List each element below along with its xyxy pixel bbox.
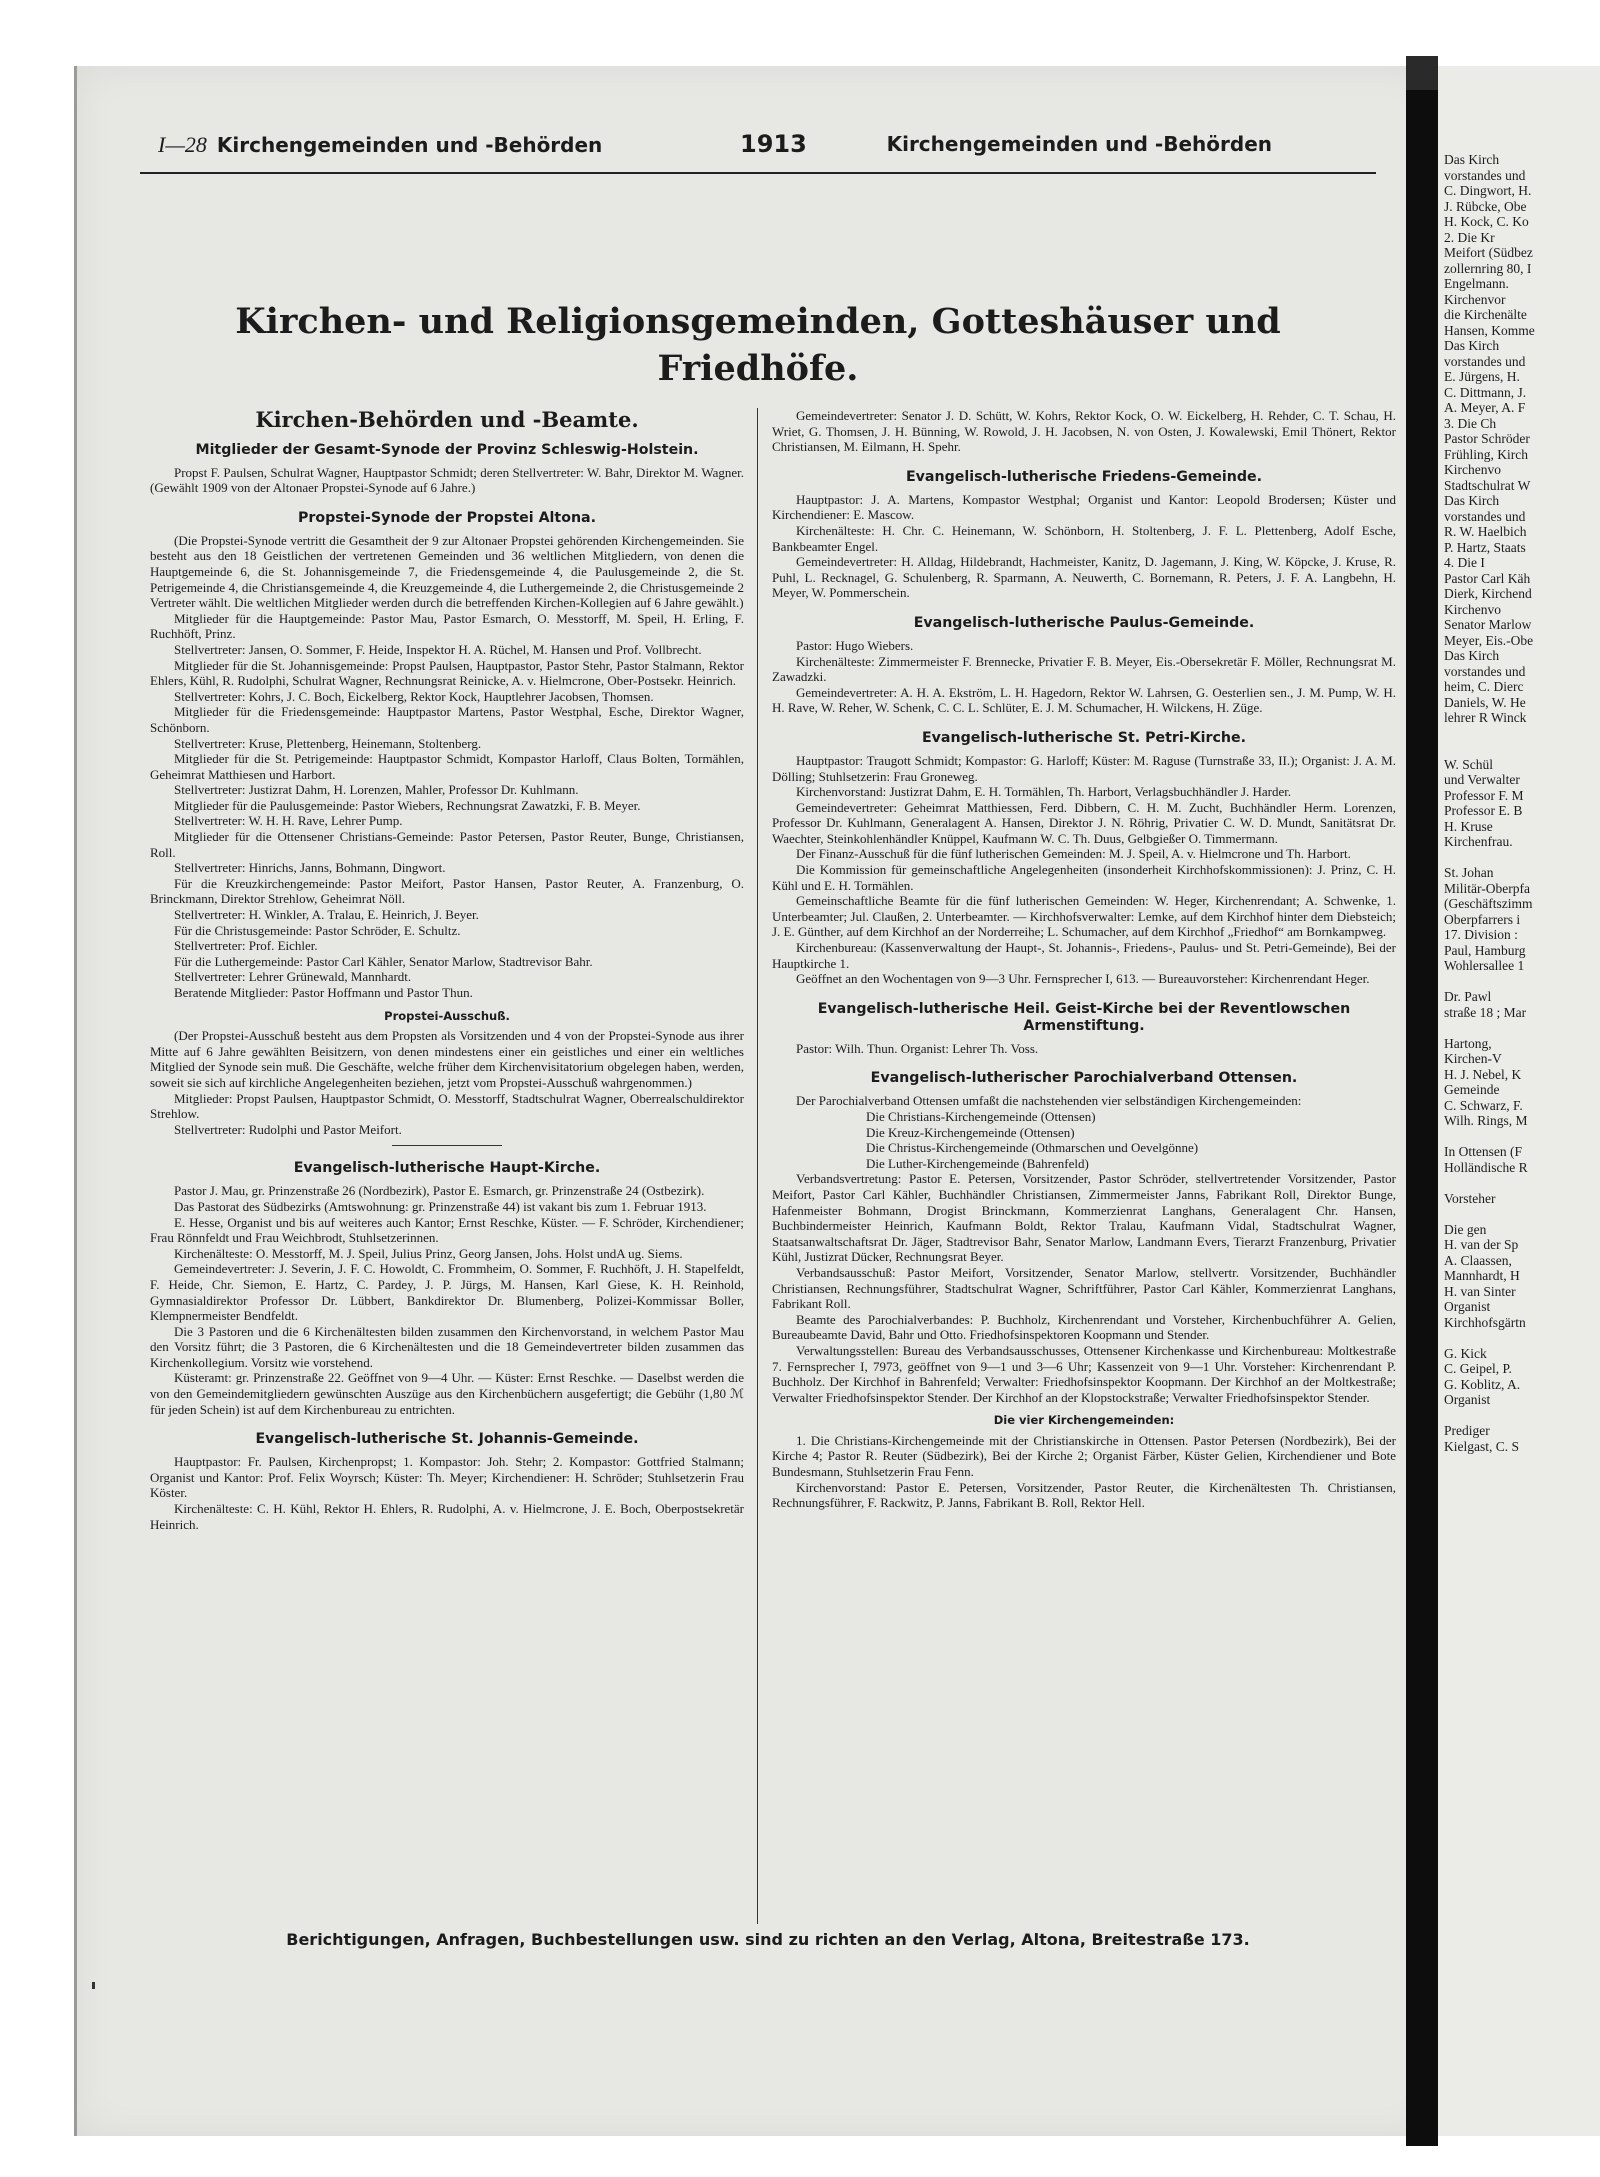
paragraph: Stellvertreter: Rudolphi und Pastor Meifort. [174,1121,402,1137]
fragment-line: Dierk, Kirchend [1444,586,1532,601]
paragraph: Küsteramt: gr. Prinzenstraße 22. Geöffnet von 9—4 Uhr. — Küster: Ernst Reschke. — Daselbst werden die von den Gemeindemitgliedern gewünschten Auszüge aus den Kirchenbüchern ausgefertigt; die Gebühr (1,80 ℳ für jeden Schein) ist auf dem Kirchenbureau zu entrichten. [150,1370,744,1417]
paragraph: Beratende Mitglieder: Pastor Hoffmann und Pastor Thun. [174,985,473,1000]
list-item: Die Christians-Kirchengemeinde (Ottensen) [866,1109,1096,1124]
paragraph: Kirchenälteste: Zimmermeister F. Brennecke, Privatier F. B. Meyer, Eis.-Obersekretär F. Möller, Rechnungsrat M. Zawadzki. [772,653,1396,685]
paragraph: 1. Die Christians-Kirchengemeinde mit der Christianskirche in Ottensen. Pastor Petersen (Nordbezirk), Bei der Kirche 4; Pastor R. Reuter (Südbezirk), Bei der Kirche 2; Organist Färber, Küster Gelien, Kirchendiener und Bote Bundesmann, Stuhlsetzerin Frau Fenn. [772,1432,1396,1480]
fragment-line [1444,1206,1535,1222]
fragment-line: Vorsteher [1444,1190,1496,1206]
paragraph: Der Finanz-Ausschuß für die fünf lutherischen Gemeinden: M. J. Speil, A. v. Hielmcrone und Th. Harbort. [796,846,1351,862]
paragraph: Pastor J. Mau, gr. Prinzenstraße 26 (Nordbezirk), Pastor E. Esmarch, gr. Prinzenstraße 24 (Ostbezirk). [174,1183,705,1199]
fragment-line: G. Koblitz, A. [1444,1376,1521,1392]
list-item: Die Kreuz-Kirchengemeinde (Ottensen) [866,1124,1075,1140]
paragraph: Die 3 Pastoren und die 6 Kirchenältesten bilden zusammen den Kirchenvorstand, in welchem Pastor Mau den Vorsitz führt; die 3 Pastoren, die 6 Kirchenältesten und die 18 Gemeindevertreter bilden zusammen das Kirchenkollegium. Vorsitz wie vorstehend. [150,1323,744,1370]
paragraph: Mitglieder für die St. Petrigemeinde: Hauptpastor Schmidt, Kompastor Harloff, Claus Bolten, Tormählen, Geheimrat Matthiesen und Harbort. [150,751,744,782]
fragment-line: Das Kirch [1444,338,1500,353]
fragment-line: 17. Division : [1444,927,1518,942]
paragraph: Mitglieder: Propst Paulsen, Hauptpastor Schmidt, O. Messtorff, Stadtschulrat Wagner, Oberrealschuldirektor Strehlow. [150,1090,744,1122]
fragment-line: 4. Die I [1444,555,1485,570]
fragment-line: H. Kruse [1444,818,1493,834]
fragment-line: Militär-Oberpfa [1444,880,1530,896]
fragment-line: Frühling, Kirch [1444,446,1528,462]
fragment-line: Pastor Schröder [1444,431,1530,446]
fragment-line: Wohlersallee 1 [1444,958,1525,973]
fragment-line: Wilh. Rings, M [1444,1113,1528,1128]
gutter-notch [1406,56,1438,90]
paragraph: Das Pastorat des Südbezirks (Amtswohnung: gr. Prinzenstraße 44) ist vakant bis zum 1. Februar 1913. [174,1198,707,1214]
paragraph: Mitglieder für die Ottensener Christians-Gemeinde: Pastor Petersen, Pastor Reuter, Bunge, Christiansen, Roll. [150,829,744,860]
paragraph: Kirchenbureau: (Kassenverwaltung der Haupt-, St. Johannis-, Friedens-, Paulus- und St. Petri-Gemeinde), Bei der Hauptkirche 1. [772,940,1396,971]
fragment-line: Mannhardt, H [1444,1268,1520,1283]
fragment-line: Kirchenfrau. [1444,834,1513,849]
section-divider [392,1145,502,1146]
fragment-line: vorstandes und [1444,663,1526,679]
paragraph: Kirchenälteste: C. H. Kühl, Rektor H. Ehlers, R. Rudolphi, A. v. Hielmcrone, J. E. Boch, Oberpostsekretär Heinrich. [150,1501,744,1532]
fragment-line [1444,850,1535,866]
fragment-line: A. Meyer, A. F [1444,400,1526,415]
fragment-line: Organist [1444,1299,1491,1314]
section-heading: Propstei-Synode der Propstei Altona. [297,509,597,526]
paragraph: Verwaltungsstellen: Bureau des Verbandsausschusses, Ottensener Kirchenkasse und Kirchenbureau: Moltkestraße 7. Fernsprecher I, 7973, geöffnet von 9—1 und 3—6 Uhr; Kassenzeit von 9—1 Uhr. Vorsteher: Kirchenrendant P. Buchholz. Der Kirchhof in Bahrenfeld; Verwalter: Friedhofsinspektor Koopmann. Der Kirchhof an der Moltkestraße; Verwalter Friedhofsinspektor Stender. Der Kirchhof an der Klopstockstraße; Verwalter Friedhofsinspektor Stender. [772,1342,1396,1405]
fragment-line: Daniels, W. He [1444,694,1526,710]
paragraph: Für die Luthergemeinde: Pastor Carl Kähler, Senator Marlow, Stadtrevisor Bahr. [174,953,593,969]
fragment-line: Holländische R [1444,1159,1528,1175]
next-page-lines [1444,152,1535,1454]
fragment-line: Hansen, Komme [1444,322,1535,338]
fragment-line: Paul, Hamburg [1444,942,1526,958]
list-item: Die Christus-Kirchengemeinde (Othmarschen und Oevelgönne) [866,1140,1199,1156]
fragment-line: St. Johan [1444,865,1494,880]
fragment-line: und Verwalter [1444,772,1520,787]
scan-speck [92,1982,95,1989]
paragraph: E. Hesse, Organist und bis auf weiteres auch Kantor; Ernst Reschke, Küster. — F. Schröder, Kirchendiener; Frau Rönnfeldt und Frau Weichbrodt, Stuhlsetzerinnen. [150,1214,744,1246]
fragment-line: Stadtschulrat W [1444,477,1531,493]
paragraph: Der Parochialverband Ottensen umfaßt die nachstehenden vier selbständigen Kirchengemeinden: [796,1093,1302,1109]
header-year: 1913 [740,130,807,158]
fragment-line: C. Dittmann, J. [1444,384,1527,400]
paragraph: Gemeinschaftliche Beamte für die fünf lutherischen Gemeinden: W. Heger, Kirchenrendant; A. Schwenke, 1. Unterbeamter; Jul. Claußen, 2. Unterbeamter. — Kirchhofsverwalter: Lemke, auf dem Kirchhof hinter dem Diebsteich; J. E. Günther, auf dem Kirchhof an der Norderreihe; L. Schumacher, auf dem Kirchhof „Friedhof“ am Bornkampweg. [772,893,1396,940]
paragraph: Mitglieder für die Paulusgemeinde: Pastor Wiebers, Rechnungsrat Zawatzki, F. B. Meyer. [174,797,641,813]
section-heading: Evangelisch-lutherischer Parochialverband Ottensen. [870,1070,1298,1087]
fragment-line: Kirchenvor [1444,291,1506,307]
page-number: I—28 [158,132,207,157]
paragraph: Kirchenvorstand: Pastor E. Petersen, Vorsitzender, Pastor Reuter, die Kirchenältesten Th. Christiansen, Rechnungsführer, F. Rackwitz, P. Janns, Fabrikant B. Roll, Rektor Hell. [772,1479,1396,1511]
fragment-line [1444,974,1535,990]
fragment-line: Gemeinde [1444,1082,1500,1097]
header-left [158,132,602,158]
fragment-line: Senator Marlow [1444,617,1532,632]
fragment-line: straße 18 ; Mar [1444,1004,1527,1020]
fragment-line: G. Kick [1444,1345,1487,1361]
fragment-line: Kirchen-V [1444,1051,1502,1066]
fragment-line: Kirchenvo [1444,601,1501,617]
paragraph: Stellvertreter: Lehrer Grünewald, Mannhardt. [174,969,412,985]
fragment-line: C. Dingwort, H. [1444,183,1532,198]
fragment-line: Meifort (Südbez [1444,245,1533,260]
paragraph: Hauptpastor: J. A. Martens, Kompastor Westphal; Organist und Kantor: Leopold Brodersen; Küster und Kirchendiener: E. Mascow. [772,491,1396,523]
main-title: Kirchen- und Religionsgemeinden, Gotteshäuser und Friedhöfe. [235,301,1281,389]
fragment-line: zollernring 80, I [1444,260,1532,276]
paragraph: (Der Propstei-Ausschuß besteht aus dem Propsten als Vorsitzenden und 4 von der Propstei-Synode aus ihrer Mitte auf 6 Jahre gewählten Beisitzern, von denen mindestens einer ein geistliches und einer ein weltliches Mitglied der Synode sein muß. Die Geschäfte, welche früher dem Kirchenvisitatorium obgelegen haben, werden, soweit sie sich auf kirchliche Angelegenheiten beziehen, jetzt vom Propstei-Ausschuß wahrgenommen.) [150,1028,744,1090]
paragraph: Stellvertreter: Justizrat Dahm, H. Lorenzen, Mahler, Professor Dr. Kuhlmann. [174,782,579,798]
fragment-line: Prediger [1444,1423,1490,1438]
paragraph: Stellvertreter: Hinrichs, Janns, Bohmann, Dingwort. [174,860,446,876]
section-heading: Evangelisch-lutherische Paulus-Gemeinde. [913,614,1255,631]
fragment-line: Das Kirch [1444,648,1500,663]
section-heading: Mitglieder der Gesamt-Synode der Provinz Schleswig-Holstein. [195,441,699,458]
paragraph: Stellvertreter: H. Winkler, A. Tralau, E. Heinrich, J. Beyer. [174,907,479,923]
paragraph: Pastor: Hugo Wiebers. [796,637,914,653]
fragment-line: 2. Die Kr [1444,229,1495,245]
header-left-title: Kirchengemeinden und -Behörden [216,133,603,157]
subsection-heading: Die vier Kirchengemeinden: [993,1413,1175,1428]
next-page-fragment [1438,66,1600,2136]
paragraph: (Die Propstei-Synode vertritt die Gesamtheit der 9 zur Altonaer Propstei gehörenden Kirchengemeinden. Sie besteht aus den 18 Geistlichen der vertretenen Gemeinden und 36 weltlichen Mitgliedern, von denen die Hauptgemeinde 6, die St. Johannisgemeinde 7, die Friedensgemeinde 4, die Paulusgemeinde 2, die St. Petrigemeinde 4, die Christiansgemeinde 4, die Kreuzgemeinde 4, die Luthergemeinde 2, die Christusgemeinde 2 Vertreter wählt. Die weltlichen Mitglieder werden durch die betreffenden Kirchen-Kollegien auf 6 Jahre gewählt.) [150,532,744,611]
fragment-line: Engelmann. [1444,276,1509,291]
paragraph: Stellvertreter: Prof. Eichler. [174,938,318,954]
paragraph: Gemeindevertreter: J. Severin, J. F. C. Howoldt, C. Frommheim, O. Sommer, F. Ruchhöft, J. H. Stapelfeldt, F. Heide, Chr. Siemon, E. Hartz, C. Pardey, J. P. Jürgs, M. Hansen, Karl Giese, K. H. Reinhold, Gymnasialdirektor Professor Dr. Lübbert, Bankdirektor Dr. Blumenberg, Polizei-Kommissar Boller, Klempnermeister Bendfeldt. [150,1261,744,1324]
right-column [772,408,1396,1511]
paragraph: Gemeindevertreter: A. H. A. Ekström, L. H. Hagedorn, Rektor W. Lahrsen, G. Oesterlien sen., J. M. Pump, W. H. H. Rave, W. Reher, W. Schenk, C. C. L. Schlüter, E. J. M. Schumacher, H. Wilckens, H. Züge. [772,684,1396,716]
fragment-line: H. Kock, C. Ko [1444,214,1529,229]
paragraph: Gemeindevertreter: H. Alldag, Hildebrandt, Hachmeister, Kanitz, D. Jagemann, J. King, W. Köpcke, J. Kruse, R. Puhl, L. Recknagel, G. Schulenberg, R. Sparmann, A. Neuwerth, C. Bornemann, R. Peters, J. F. A. Langbehn, H. Meyer, W. Pommerschein. [772,554,1396,601]
paragraph: Mitglieder für die Friedensgemeinde: Hauptpastor Martens, Pastor Westphal, Esche, Direktor Wagner, Schönborn. [150,704,744,735]
fragment-line: vorstandes und [1444,353,1526,369]
fragment-line: Kirchhofsgärtn [1444,1314,1526,1330]
fragment-line [1444,1330,1535,1346]
fragment-line: H. van der Sp [1444,1237,1519,1252]
fragment-line: J. Rübcke, Obe [1444,198,1527,214]
fragment-line: Professor F. M [1444,787,1524,803]
paragraph: Verbandsausschuß: Pastor Meifort, Vorsitzender, Senator Marlow, stellvertr. Vorsitzender, Buchhändler Christiansen, Rechnungsführer, Stadtschulrat Wagner, Schriftführer, Pastor Carl Kähler, Kommerzienrat Langhans, Fabrikant Roll. [772,1264,1396,1312]
paragraph: Gemeindevertreter: Geheimrat Matthiessen, Ferd. Dibbern, C. H. M. Zucht, Buchhändler Herm. Lorenzen, Professor Dr. Kuhlmann, Generalagent A. Hansen, Direktor J. N. Röhrig, Privatier C. W. D. Mundt, Sanitätsrat Dr. Waechter, Steinkohlenhändler Knüppel, Kaufmann W. C. Th. Duus, Gelbgießer O. Timmermann. [772,799,1396,846]
fragment-line [1444,741,1535,757]
paragraph: Mitglieder für die St. Johannisgemeinde: Propst Paulsen, Hauptpastor, Pastor Stehr, Pastor Stalmann, Rektor Ehlers, Kühl, R. Rudolphi, Schulrat Wagner, Rechnungsrat Reinicke, A. v. Hielmcrone, Ober-Postsekr. Heinrich. [150,657,744,689]
fragment-line: Pastor Carl Käh [1444,570,1531,586]
fragment-line: In Ottensen (F [1444,1144,1522,1159]
paragraph: Beamte des Parochialverbandes: P. Buchholz, Kirchenrendant und Vorsteher, Kirchenbuchführer A. Gelien, Bureaubeamte David, Bahr und Otto. Friedhofsinspektoren Koopmann und Stender. [772,1311,1396,1343]
left-column [150,408,744,1532]
paragraph: Für die Kreuzkirchengemeinde: Pastor Meifort, Pastor Hansen, Pastor Reuter, A. Franzenburg, O. Brinckmann, Direktor Strehlow, Geheimrat Nöll. [150,875,744,907]
left-column-body [150,442,744,1533]
paragraph: Die Kommission für gemeinschaftliche Angelegenheiten (insonderheit Kirchhofskommissionen): J. Prinz, C. H. Kühl und E. H. Tormählen. [772,862,1396,893]
fragment-line: Kielgast, C. S [1444,1438,1520,1454]
fragment-line: lehrer R Winck [1444,710,1527,725]
section-heading: Evangelisch-lutherische St. Johannis-Gemeinde. [255,1431,639,1448]
paragraph: Für die Christusgemeinde: Pastor Schröder, E. Schultz. [174,922,461,938]
paragraph: Kirchenälteste: H. Chr. C. Heinemann, W. Schönborn, H. Stoltenberg, J. F. L. Plettenberg, Adolf Esche, Bankbeamter Engel. [772,522,1396,554]
fragment-line: 3. Die Ch [1444,415,1497,431]
paragraph: Pastor: Wilh. Thun. Organist: Lehrer Th. Voss. [796,1040,1039,1056]
paragraph: Stellvertreter: W. H. H. Rave, Lehrer Pump. [174,813,403,829]
paragraph: Stellvertreter: Jansen, O. Sommer, F. Heide, Inspektor H. A. Rüchel, M. Hansen und Prof. Vollbrecht. [174,641,702,657]
paragraph: Stellvertreter: Kohrs, J. C. Boch, Eickelberg, Rektor Kock, Hauptlehrer Jacobsen, Thomsen. [174,688,654,704]
running-header [158,126,1272,164]
section-heading: Evangelisch-lutherische Friedens-Gemeinde. [905,468,1263,485]
fragment-line: E. Jürgens, H. [1444,369,1520,384]
fragment-line: A. Claassen, [1444,1252,1512,1268]
left-column-heading: Kirchen-Behörden und -Beamte. [255,407,639,432]
paragraph: Verbandsvertretung: Pastor E. Petersen, Vorsitzender, Pastor Schröder, stellvertretender Vorsitzender, Pastor Meifort, Pastor Carl Kähler, Buchhändler Christiansen, Zimmermeister Janns, Fabrikant Roll, Direktor Bunge, Hafenmeister Bohmann, Drogist Brinckmann, Kommerzienrat Langhans, Generalagent Chr. Hansen, Buchbindermeister Heinrich, Kaufmann Boldt, Rektor Tralau, Kaufmann Vidal, Stadtschulrat Wagner, Staatsanwaltschaftsrat Dr. Jäger, Stadtrevisor Bahr, Senator Marlow, Landmann Evers, Tierarzt Franzenburg, Privatier Kühl, Justizrat Dücker, Rechnungsrat Beyer. [772,1171,1396,1265]
fragment-line [1444,1175,1535,1191]
paragraph: Gemeindevertreter: Senator J. D. Schütt, W. Kohrs, Rektor Kock, O. W. Eickelberg, H. Rehder, C. T. Schau, H. Wriet, G. Thomsen, J. H. Bünning, W. Rowold, J. H. Jacobsen, N. von Osten, J. Kowalewski, Emil Thönert, Rektor Christiansen, M. Eilmann, H. Spehr. [772,408,1396,455]
fragment-line: C. Schwarz, F. [1444,1097,1523,1113]
fragment-line: Organist [1444,1392,1491,1407]
paragraph: Stellvertreter: Kruse, Plettenberg, Heinemann, Stoltenberg. [174,735,482,751]
fragment-line: (Geschäftszimm [1444,896,1533,911]
fragment-line [1444,726,1535,742]
fragment-line: vorstandes und [1444,167,1526,183]
list-item: Die Luther-Kirchengemeinde (Bahrenfeld) [866,1155,1089,1171]
fragment-line: H. J. Nebel, K [1444,1066,1522,1082]
fragment-line: Dr. Pawl [1444,989,1492,1004]
fragment-line: heim, C. Dierc [1444,679,1524,694]
fragment-line [1444,1020,1535,1036]
section-heading: Evangelisch-lutherische Haupt-Kirche. [293,1160,601,1177]
column-rule [757,408,758,1924]
fragment-line: C. Geipel, P. [1444,1361,1512,1376]
header-rule [140,172,1376,174]
fragment-line [1444,1129,1535,1145]
paragraph: Geöffnet an den Wochentagen von 9—3 Uhr. Fernsprecher I, 613. — Bureauvorsteher: Kirchenrendant Heger. [796,971,1370,987]
section-heading: Evangelisch-lutherische Heil. Geist-Kirche bei der Reventlowschen Armenstiftung. [817,1000,1351,1034]
paragraph: Hauptpastor: Traugott Schmidt; Kompastor: G. Harloff; Küster: M. Raguse (Turnstraße 33, II.); Organist: J. A. M. Dölling; Stuhlsetzerin: Frau Groneweg. [772,752,1396,784]
fragment-line: W. Schül [1444,756,1494,772]
fragment-line: Meyer, Eis.-Obe [1444,632,1534,648]
paragraph: Hauptpastor: Fr. Paulsen, Kirchenpropst; 1. Kompastor: Joh. Stehr; 2. Kompastor: Gottfried Stalmann; Organist und Kantor: Prof. Felix Woyrsch; Küster: Th. Meyer; Kirchendiener: H. Schröder; Stuhlsetzerin Frau Köster. [150,1454,744,1501]
paragraph: Mitglieder für die Hauptgemeinde: Pastor Mau, Pastor Esmarch, O. Messtorff, M. Speil, H. Erling, F. Ruchhöft, Prinz. [150,610,744,642]
fragment-line: Die gen [1444,1221,1487,1237]
fragment-line: Das Kirch [1444,493,1500,508]
fragment-line: Oberpfarrers i [1444,911,1521,927]
fragment-line: P. Hartz, Staats [1444,539,1526,555]
book-gutter [1406,56,1438,2146]
subsection-heading: Propstei-Ausschuß. [384,1008,510,1023]
fragment-line: Kirchenvo [1444,462,1501,477]
fragment-line: die Kirchenälte [1444,307,1527,322]
paragraph: Kirchenvorstand: Justizrat Dahm, E. H. Tormählen, Th. Harbort, Verlagsbuchhändler J. Harder. [796,784,1292,800]
fragment-line: Professor E. B [1444,803,1523,818]
fragment-line: H. van Sinter [1444,1283,1516,1299]
fragment-line [1444,1408,1535,1424]
paragraph: Propst F. Paulsen, Schulrat Wagner, Hauptpastor Schmidt; deren Stellvertreter: W. Bahr, Direktor M. Wagner. (Gewählt 1909 von der Altonaer Propstei-Synode auf 6 Jahre.) [150,464,744,496]
fragment-line: vorstandes und [1444,508,1526,524]
paragraph: Kirchenälteste: O. Messtorff, M. J. Speil, Julius Prinz, Georg Jansen, Johs. Holst undA ug. Siems. [174,1245,683,1261]
publisher-footer: Berichtigungen, Anfragen, Buchbestellungen usw. sind zu richten an den Verlag, Altona, Breitestraße 173. [286,1930,1250,1949]
fragment-line: Hartong, [1444,1035,1492,1051]
section-heading: Evangelisch-lutherische St. Petri-Kirche. [921,729,1247,746]
fragment-line: Das Kirch [1444,152,1500,167]
right-column-body [772,408,1396,1511]
fragment-line: R. W. Haelbich [1444,524,1527,539]
header-right-title: Kirchengemeinden und -Behörden [886,132,1272,156]
